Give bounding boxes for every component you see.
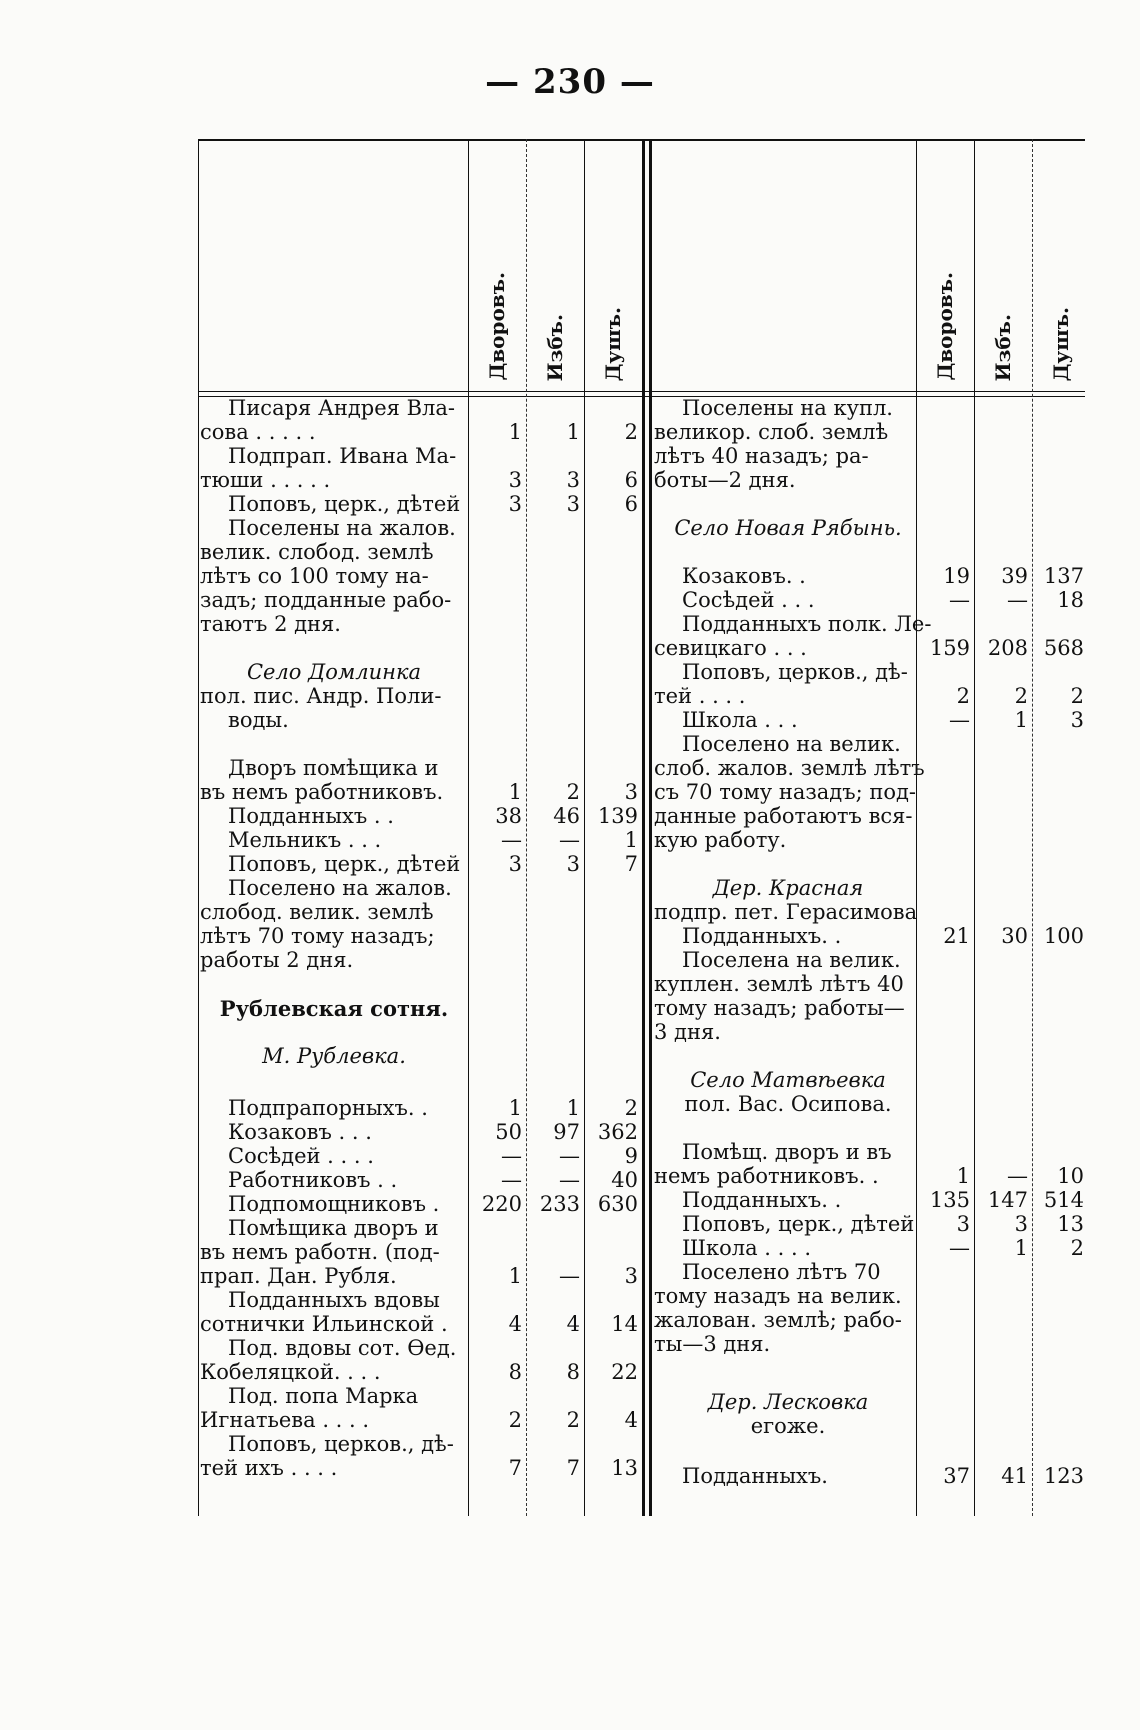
right-row-label: Поселена на велик. [682, 948, 901, 972]
right-row-label: великор. слоб. землѣ [654, 420, 889, 444]
right-row-label: севицкаго . . . [654, 636, 807, 660]
left-row-dvorov: — [501, 1144, 522, 1168]
left-row-izb: — [559, 1168, 580, 1192]
right-row-dvorov: — [949, 588, 970, 612]
right-row-label: Козаковъ. . [682, 564, 806, 588]
right-row-label: тому назадъ на велик. [654, 1284, 902, 1308]
left-row-dush: 3 [624, 1264, 638, 1288]
left-row-dush: 6 [624, 492, 638, 516]
left-row-label: Подпомощниковъ . [228, 1192, 440, 1216]
left-row-label: Поповъ, церков., дѣ- [228, 1432, 454, 1456]
left-row-label: таютъ 2 дня. [200, 612, 341, 636]
left-row-dvorov: — [501, 1168, 522, 1192]
right-row-dvorov: — [949, 708, 970, 732]
right-row-izb: 208 [987, 636, 1028, 660]
left-row-dush: 9 [624, 1144, 638, 1168]
right-row-dush: 2 [1070, 1236, 1084, 1260]
right-row-label: Школа . . . . [682, 1236, 811, 1260]
right-row-label: Подданныхъ. . [682, 1188, 842, 1212]
right-row-izb: 1 [1014, 1236, 1028, 1260]
left-row-dush: 7 [624, 852, 638, 876]
left-row-dvorov: 1 [508, 1264, 522, 1288]
right-row-dvorov: — [949, 1236, 970, 1260]
right-row-label: егоже. [750, 1414, 826, 1438]
right-row-label: куплен. землѣ лѣтъ 40 [654, 972, 904, 996]
left-row-label: велик. слобод. землѣ [200, 540, 434, 564]
header-dush-right: Душъ. [1049, 306, 1073, 381]
right-row-dush: 2 [1070, 684, 1084, 708]
right-row-label: Село Новая Рябынь. [674, 516, 902, 540]
left-row-izb: 2 [566, 1408, 580, 1432]
left-row-dush: 2 [624, 420, 638, 444]
left-row-dush: 4 [624, 1408, 638, 1432]
right-row-dvorov: 21 [943, 924, 970, 948]
right-row-label: Подданныхъ. [682, 1464, 828, 1488]
left-row-izb: 1 [566, 1096, 580, 1120]
left-row-label: Под. попа Марка [228, 1384, 419, 1408]
left-row-label: Мельникъ . . . [228, 828, 382, 852]
right-row-izb: 147 [987, 1188, 1028, 1212]
left-row-label: лѣтъ со 100 тому на- [200, 564, 429, 588]
left-row-label: Подданныхъ вдовы [228, 1288, 440, 1312]
right-row-label: боты—2 дня. [654, 468, 796, 492]
left-row-label: тюши . . . . . [200, 468, 331, 492]
left-row-label: Игнатьева . . . . [200, 1408, 370, 1432]
right-row-label: Школа . . . [682, 708, 798, 732]
right-row-label: Помѣщ. дворъ и въ [682, 1140, 892, 1164]
left-row-dvorov: 220 [481, 1192, 522, 1216]
right-row-label: данные работаютъ вся- [654, 804, 913, 828]
left-row-dvorov: 50 [495, 1120, 522, 1144]
left-row-dvorov: 2 [508, 1408, 522, 1432]
left-row-izb: 97 [553, 1120, 580, 1144]
right-column [198, 139, 1085, 1516]
left-row-dvorov: 3 [508, 468, 522, 492]
left-row-izb: 3 [566, 852, 580, 876]
right-row-label: Поселено на велик. [682, 732, 901, 756]
left-row-label: Подданныхъ . . [228, 804, 394, 828]
right-row-label: Поселено лѣтъ 70 [682, 1260, 881, 1284]
left-row-izb: 8 [566, 1360, 580, 1384]
right-row-label: подпр. пет. Герасимова [654, 900, 918, 924]
left-row-label: сотнички Ильинской . [200, 1312, 448, 1336]
left-row-dush: 139 [597, 804, 638, 828]
right-row-izb: 3 [1014, 1212, 1028, 1236]
right-row-label: Поповъ, церков., дѣ- [682, 660, 908, 684]
right-row-label: лѣтъ 40 назадъ; ра- [654, 444, 869, 468]
right-row-dvorov: 2 [956, 684, 970, 708]
header-dvorov-right: Дворовъ. [933, 272, 957, 381]
left-row-izb: 233 [539, 1192, 580, 1216]
left-row-label: Сосѣдей . . . . [228, 1144, 374, 1168]
right-row-dush: 568 [1043, 636, 1084, 660]
left-row-label: Поповъ, церк., дѣтей [228, 852, 461, 876]
left-row-dvorov: 1 [508, 780, 522, 804]
left-row-dush: 6 [624, 468, 638, 492]
right-row-label: жалован. землѣ; рабо- [654, 1308, 902, 1332]
left-row-dush: 2 [624, 1096, 638, 1120]
right-row-izb: — [1007, 1164, 1028, 1188]
right-row-label: кую работу. [654, 828, 787, 852]
left-row-izb: 3 [566, 468, 580, 492]
right-row-dush: 514 [1043, 1188, 1084, 1212]
left-row-dvorov: — [501, 828, 522, 852]
left-row-label: прап. Дан. Рубля. [200, 1264, 397, 1288]
right-row-label: Подданныхъ. . [682, 924, 842, 948]
left-row-label: Подпрапорныхъ. . [228, 1096, 428, 1120]
page-number: — 230 — [485, 62, 655, 102]
left-row-label: Дворъ помѣщика и [228, 756, 439, 780]
right-row-izb: 2 [1014, 684, 1028, 708]
right-row-label: Дер. Лесковка [707, 1390, 869, 1414]
left-row-dvorov: 8 [508, 1360, 522, 1384]
left-row-label: Писаря Андрея Вла- [228, 396, 455, 420]
right-row-dvorov: 159 [929, 636, 970, 660]
left-row-izb: 3 [566, 492, 580, 516]
left-row-dush: 22 [611, 1360, 638, 1384]
left-row-label: сова . . . . . [200, 420, 316, 444]
right-row-dvorov: 135 [929, 1188, 970, 1212]
left-row-label: Село Домлинка [246, 660, 422, 684]
right-row-label: Подданныхъ полк. Ле- [682, 612, 932, 636]
right-row-label: тому назадъ; работы— [654, 996, 905, 1020]
left-row-dvorov: 1 [508, 420, 522, 444]
right-row-dush: 10 [1057, 1164, 1084, 1188]
left-row-label: Работниковъ . . [228, 1168, 398, 1192]
left-row-izb: — [559, 1264, 580, 1288]
left-row-dvorov: 4 [508, 1312, 522, 1336]
left-row-label: Помѣщика дворъ и [228, 1216, 439, 1240]
right-row-dush: 100 [1043, 924, 1084, 948]
right-row-label: Поповъ, церк., дѣтей [682, 1212, 915, 1236]
left-row-dvorov: 3 [508, 852, 522, 876]
left-row-label: М. Рублевка. [262, 1044, 406, 1068]
left-row-dush: 630 [597, 1192, 638, 1216]
left-row-label: Кобеляцкой. . . . [200, 1360, 381, 1384]
right-row-label: Сосѣдей . . . [682, 588, 815, 612]
right-row-label: слоб. жалов. землѣ лѣтъ [654, 756, 925, 780]
left-row-dush: 40 [611, 1168, 638, 1192]
left-row-dvorov: 1 [508, 1096, 522, 1120]
left-row-label: тей ихъ . . . . [200, 1456, 338, 1480]
left-row-izb: 2 [566, 780, 580, 804]
left-row-label: Поселены на жалов. [228, 516, 456, 540]
census-table [198, 139, 1085, 1516]
left-row-label: Поповъ, церк., дѣтей [228, 492, 461, 516]
left-row-label: въ немъ работниковъ. [200, 780, 444, 804]
right-row-label: тей . . . . [654, 684, 746, 708]
left-row-label: лѣтъ 70 тому назадъ; [200, 924, 435, 948]
right-row-label: Село Матвѣевка [690, 1068, 886, 1092]
right-row-dush: 137 [1043, 564, 1084, 588]
left-row-izb: — [559, 1144, 580, 1168]
left-row-label: пол. пис. Андр. Поли- [200, 684, 442, 708]
left-row-dush: 3 [624, 780, 638, 804]
left-row-label: Подпрап. Ивана Ма- [228, 444, 457, 468]
right-row-izb: 30 [1001, 924, 1028, 948]
left-row-label: Под. вдовы сот. Ѳед. [228, 1336, 457, 1360]
left-row-dvorov: 7 [508, 1456, 522, 1480]
left-row-dush: 362 [597, 1120, 638, 1144]
right-row-dvorov: 3 [956, 1212, 970, 1236]
left-row-dush: 13 [611, 1456, 638, 1480]
left-row-dush: 1 [624, 828, 638, 852]
left-row-label: въ немъ работн. (под- [200, 1240, 440, 1264]
left-row-izb: — [559, 828, 580, 852]
left-row-izb: 4 [566, 1312, 580, 1336]
right-row-dush: 3 [1070, 708, 1084, 732]
right-row-label: пол. Вас. Осипова. [684, 1092, 892, 1116]
left-row-dush: 14 [611, 1312, 638, 1336]
right-row-dush: 123 [1043, 1464, 1084, 1488]
left-row-izb: 7 [566, 1456, 580, 1480]
header-dvorov-left: Дворовъ. [485, 272, 509, 381]
left-row-dvorov: 3 [508, 492, 522, 516]
right-row-label: Дер. Красная [712, 876, 864, 900]
right-row-dush: 18 [1057, 588, 1084, 612]
header-izb-right: Избъ. [991, 313, 1015, 381]
header-dush-left: Душъ. [601, 306, 625, 381]
right-row-dvorov: 19 [943, 564, 970, 588]
left-row-label: задъ; подданные рабо- [200, 588, 452, 612]
right-row-dvorov: 1 [956, 1164, 970, 1188]
right-row-label: немъ работниковъ. . [654, 1164, 879, 1188]
left-row-label: слобод. велик. землѣ [200, 900, 434, 924]
right-row-label: съ 70 тому назадъ; под- [654, 780, 917, 804]
header-izb-left: Избъ. [543, 313, 567, 381]
left-row-label: Козаковъ . . . [228, 1120, 372, 1144]
right-row-dush: 13 [1057, 1212, 1084, 1236]
right-row-izb: 1 [1014, 708, 1028, 732]
right-row-label: 3 дня. [654, 1020, 721, 1044]
right-row-izb: — [1007, 588, 1028, 612]
left-row-label: воды. [228, 708, 289, 732]
right-row-label: ты—3 дня. [654, 1332, 771, 1356]
left-row-label: Поселено на жалов. [228, 876, 452, 900]
left-row-izb: 46 [553, 804, 580, 828]
right-row-izb: 41 [1001, 1464, 1028, 1488]
left-row-label: работы 2 дня. [200, 948, 354, 972]
right-row-izb: 39 [1001, 564, 1028, 588]
left-row-dvorov: 38 [495, 804, 522, 828]
left-row-label: Рублевская сотня. [219, 996, 449, 1021]
right-row-label: Поселены на купл. [682, 396, 893, 420]
right-row-dvorov: 37 [943, 1464, 970, 1488]
left-row-izb: 1 [566, 420, 580, 444]
